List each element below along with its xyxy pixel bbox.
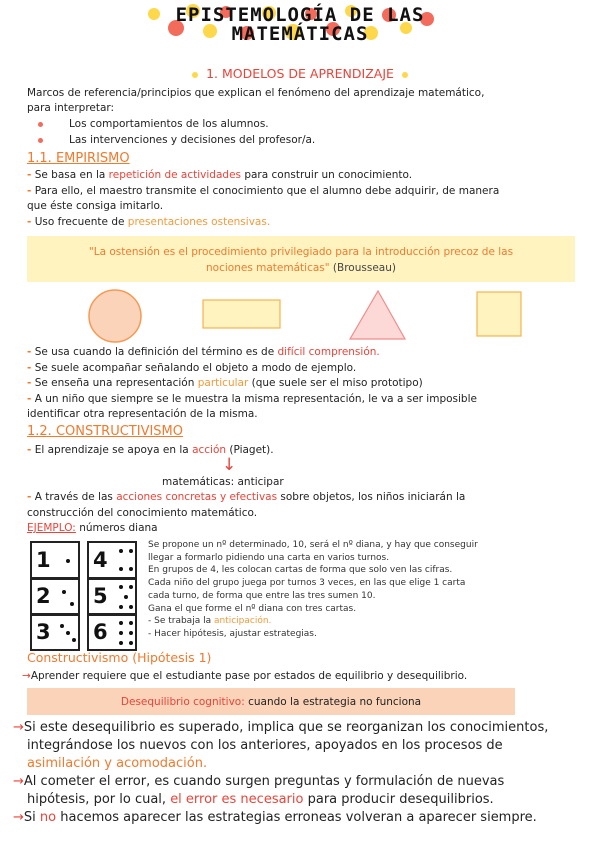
empirismo-line-1: - Se basa en la repetición de actividades para construir un conocimiento. — [27, 169, 413, 181]
example-line: - Se trabaja la anticipación. — [148, 616, 272, 627]
card-number: 5 — [93, 584, 108, 608]
example-line: Gana el que forme el nº diana con tres cartas. — [148, 603, 357, 614]
circle-shape — [89, 290, 141, 342]
card-pip — [119, 585, 123, 589]
example-line: En grupos de 4, les colocan cartas de forma que solo ven las cifras. — [148, 565, 453, 576]
bullet-dot — [38, 122, 43, 127]
card-3 — [30, 614, 80, 651]
card-pip — [129, 641, 133, 645]
card-pip — [70, 602, 74, 606]
hypothesis-line: →Aprender requiere que el estudiante pase por estados de equilibrio y desequilibrio. — [22, 670, 468, 682]
paragraph-line-5: hipótesis, por lo cual, el error es necesario para producir desequilibrios. — [27, 792, 494, 807]
constructivismo-line-3: construcción del conocimiento matemático. — [27, 507, 258, 519]
empirismo-line-4: - Uso frecuente de presentaciones ostensivas. — [27, 216, 271, 228]
empirismo-bullet-4: - A un niño que siempre se le muestra la misma representación, le va a ser imposible — [27, 393, 477, 405]
heading-dot-right — [402, 72, 408, 78]
paragraph-line-6: →Si no hacemos aparecer las estrategias erroneas volveran a aparecer siempre. — [13, 810, 537, 825]
intro-line-2: para interpretar: — [27, 102, 115, 114]
card-pip — [129, 631, 133, 635]
card-pip — [129, 621, 133, 625]
card-pip — [72, 638, 76, 642]
intro-line-1: Marcos de referencia/principios que explican el fenómeno del aprendizaje matemático, — [27, 87, 485, 99]
empirismo-bullet-1: - Se usa cuando la definición del término es de difícil comprensión. — [27, 346, 380, 358]
paragraph-line-2: integrándose los nuevos con los anteriores, apoyados en los procesos de — [27, 738, 503, 753]
card-4 — [87, 541, 137, 579]
card-pip — [66, 559, 70, 563]
card-5 — [87, 578, 137, 615]
title-line-1: EPISTEMOLOGÍA DE LAS — [175, 4, 425, 26]
example-label: EJEMPLO: números diana — [27, 522, 158, 534]
card-pip — [124, 595, 128, 599]
card-pip — [119, 605, 123, 609]
example-line: cada turno, de forma que entre las tres sumen 10. — [148, 590, 376, 601]
example-line: llegar a formarlo pidiendo una carta en varios turnos. — [148, 552, 390, 563]
card-pip — [62, 590, 66, 594]
card-pip — [119, 549, 123, 553]
card-number: 4 — [93, 548, 108, 572]
constructivismo-heading: 1.2. CONSTRUCTIVISMO — [27, 424, 183, 439]
disequilibrium-text: Desequilibrio cognitivo: cuando la estrategia no funciona — [120, 696, 422, 708]
quote-box — [27, 236, 575, 282]
card-pip — [129, 605, 133, 609]
triangle-shape — [350, 291, 405, 339]
paragraph-line-4: →Al cometer el error, es cuando surgen preguntas y formulación de nuevas — [13, 774, 505, 789]
page-title — [0, 6, 600, 44]
example-description — [148, 539, 478, 641]
paragraph-line-3: asimilación y acomodación. — [27, 756, 208, 771]
empirismo-line-3: que éste consiga imitarlo. — [27, 200, 164, 212]
card-2 — [30, 578, 80, 615]
empirismo-line-2: - Para ello, el maestro transmite el conocimiento que el alumno debe adquirir, de manera — [27, 185, 500, 197]
card-pip — [129, 567, 133, 571]
title-line-2: MATEMÁTICAS — [231, 23, 369, 45]
card-number: 3 — [36, 620, 51, 644]
paragraph-line-1: →Si este desequilibrio es superado, implica que se reorganizan los conocimientos, — [13, 720, 549, 735]
constructivismo-line-2: - A través de las acciones concretas y efectivas sobre objetos, los niños iniciarán la — [27, 491, 466, 503]
square-shape — [477, 292, 521, 336]
example-line: Cada niño del grupo juega por turnos 3 veces, en las que elige 1 carta — [148, 578, 466, 589]
empirismo-heading: 1.1. EMPIRISMO — [27, 151, 130, 166]
card-pip — [129, 549, 133, 553]
anticipar-label: matemáticas: anticipar — [162, 476, 284, 488]
bullet-item: Las intervenciones y decisiones del profesor/a. — [38, 133, 315, 147]
empirismo-bullet-3: - Se enseña una representación particular (que suele ser el miso prototipo) — [27, 377, 423, 389]
down-arrow-icon: ↓ — [222, 455, 237, 475]
bullet-dot — [38, 138, 43, 143]
card-number: 2 — [36, 584, 51, 608]
empirismo-bullet-5: identificar otra representación de la misma. — [27, 408, 258, 420]
hypothesis-heading: Constructivismo (Hipótesis 1) — [27, 650, 212, 665]
example-line: - Hacer hipótesis, ajustar estrategias. — [148, 628, 317, 639]
section-heading — [0, 66, 600, 81]
card-6 — [87, 614, 137, 651]
bullet-item: Los comportamientos de los alumnos. — [38, 117, 269, 131]
rectangle-shape — [203, 300, 280, 328]
section-heading-text: 1. MODELOS DE APRENDIZAJE — [206, 66, 394, 81]
example-line: Se propone un nº determinado, 10, será el nº diana, y hay que conseguir — [148, 540, 478, 550]
card-pip — [66, 631, 70, 635]
shapes-illustration — [0, 288, 600, 344]
card-pip — [119, 621, 123, 625]
quote-line-2: nociones matemáticas" (Brousseau) — [206, 262, 396, 274]
card-pip — [60, 624, 64, 628]
empirismo-bullet-2: - Se suele acompañar señalando el objeto a modo de ejemplo. — [27, 362, 357, 374]
constructivismo-line-1: - El aprendizaje se apoya en la acción (Piaget). — [27, 444, 274, 456]
quote-line-1: "La ostensión es el procedimiento privilegiado para la introducción precoz de las — [88, 246, 514, 258]
card-number: 6 — [93, 620, 108, 644]
card-pip — [119, 631, 123, 635]
card-pip — [119, 641, 123, 645]
card-pip — [119, 567, 123, 571]
card-1 — [30, 541, 80, 579]
heading-dot-left — [192, 72, 198, 78]
card-pip — [129, 585, 133, 589]
card-number: 1 — [36, 548, 51, 572]
